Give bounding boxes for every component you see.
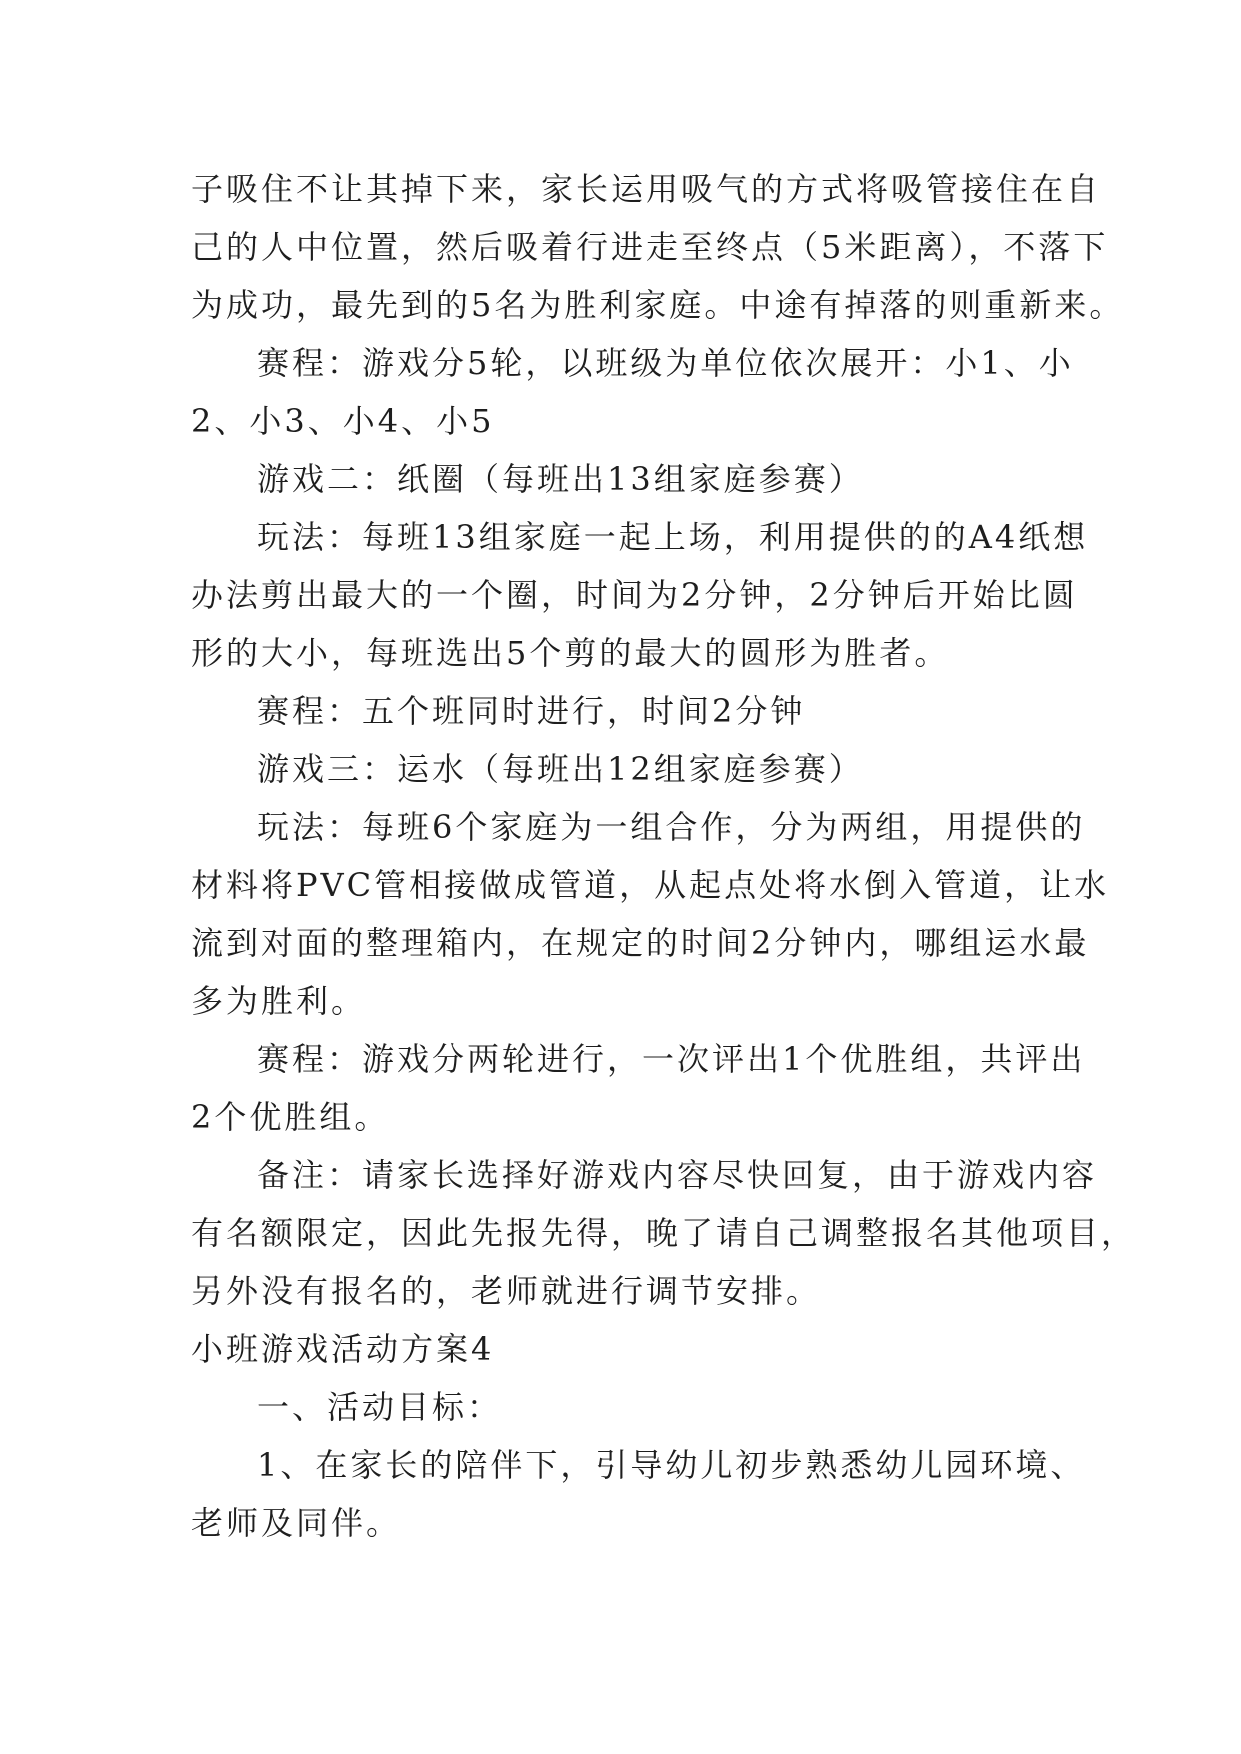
paragraph	[191, 1436, 1086, 1552]
text-line: 形的大小，每班选出5个剪的最大的圆形为胜者。	[191, 634, 950, 672]
text-line: 流到对面的整理箱内，在规定的时间2分钟内，哪组运水最	[191, 924, 1090, 962]
paragraph	[191, 1146, 1137, 1320]
text-line: 游戏二：纸圈（每班出13组家庭参赛）	[257, 460, 864, 498]
text-line: 赛程：五个班同时进行，时间2分钟	[257, 692, 806, 730]
text-line: 玩法：每班13组家庭一起上场，利用提供的的A4纸想	[257, 518, 1089, 556]
text-line: 一、活动目标：	[257, 1388, 503, 1426]
paragraph	[191, 798, 1110, 1030]
text-line: 有名额限定，因此先报先得，晚了请自己调整报名其他项目，	[191, 1214, 1137, 1252]
text-line: 小班游戏活动方案4	[191, 1330, 495, 1368]
text-line: 备注：请家长选择好游戏内容尽快回复，由于游戏内容	[257, 1156, 1098, 1194]
paragraph	[191, 682, 1051, 740]
text-line: 玩法：每班6个家庭为一组合作，分为两组，用提供的	[257, 808, 1086, 846]
paragraph	[191, 740, 1051, 798]
text-line: 赛程：游戏分两轮进行，一次评出1个优胜组，共评出	[257, 1040, 1086, 1078]
paragraph	[191, 508, 1089, 682]
paragraph	[191, 1378, 1051, 1436]
text-line: 2个优胜组。	[191, 1098, 390, 1136]
text-line: 子吸住不让其掉下来，家长运用吸气的方式将吸管接住在自	[191, 170, 1102, 208]
text-line: 多为胜利。	[191, 982, 367, 1020]
text-line: 1、在家长的陪伴下，引导幼儿初步熟悉幼儿园环境、	[257, 1446, 1086, 1484]
document-body	[191, 160, 1137, 1552]
text-line: 为成功，最先到的5名为胜利家庭。中途有掉落的则重新来。	[191, 286, 1125, 324]
text-line: 另外没有报名的，老师就进行调节安排。	[191, 1272, 822, 1310]
paragraph	[191, 1030, 1086, 1146]
text-line: 材料将PVC管相接做成管道，从起点处将水倒入管道，让水	[191, 866, 1110, 904]
text-line: 己的人中位置，然后吸着行进走至终点（5米距离），不落下	[191, 228, 1109, 266]
text-line: 游戏三：运水（每班出12组家庭参赛）	[257, 750, 864, 788]
paragraph	[191, 160, 1125, 334]
text-line: 老师及同伴。	[191, 1504, 402, 1542]
text-line: 2、小3、小4、小5	[191, 402, 495, 440]
paragraph	[191, 450, 1051, 508]
paragraph	[191, 334, 1074, 450]
paragraph	[191, 1320, 1051, 1378]
text-line: 办法剪出最大的一个圈，时间为2分钟，2分钟后开始比圆	[191, 576, 1078, 614]
text-line: 赛程：游戏分5轮，以班级为单位依次展开：小1、小	[257, 344, 1074, 382]
